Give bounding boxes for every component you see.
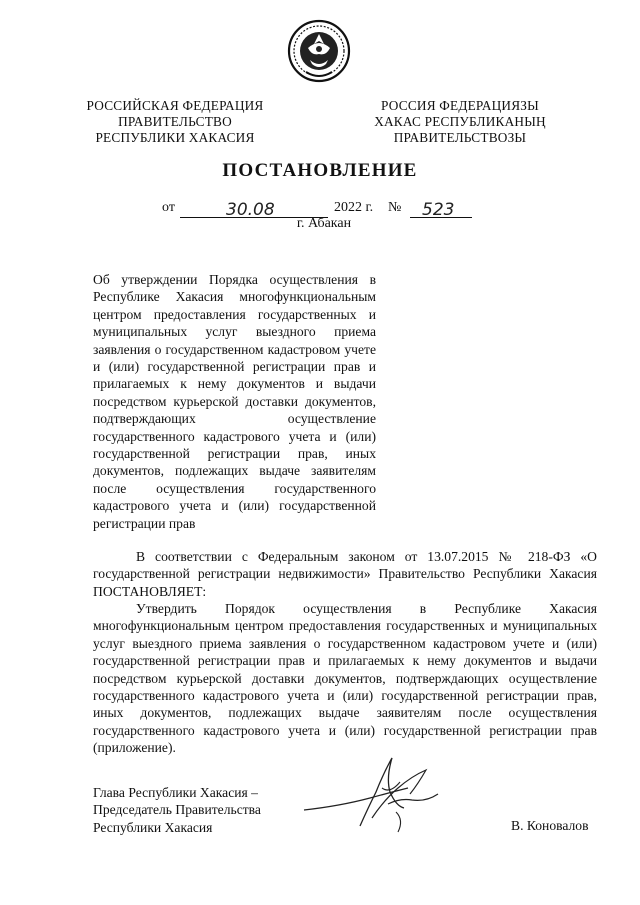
date-handwritten: 30.08	[226, 200, 275, 220]
signatory-position	[93, 784, 261, 836]
document-title: ПОСТАНОВЛЕНИЕ	[222, 160, 418, 181]
header-right-block	[360, 98, 560, 146]
header-left-line-2: ПРАВИТЕЛЬСТВО	[118, 114, 232, 129]
header-left-line-3: РЕСПУБЛИКИ ХАКАСИЯ	[95, 130, 255, 145]
handwritten-signature	[300, 748, 470, 838]
body-paragraph-1: В соответствии с Федеральным законом от 13.07.2015 № 218-ФЗ «О государственной регистрации недвижимости» Правительство Республики Хакасия ПОСТАНОВЛЯЕТ:	[93, 549, 597, 599]
signatory-position-line-1: Глава Республики Хакасия –	[93, 785, 258, 800]
city-line	[0, 216, 640, 232]
body-paragraph-2: Утвердить Порядок осуществления в Республике Хакасия многофункциональным центром предоставления государственных и муниципальных услуг выездного приема заявления о государственном кадастровом учете и (или) государственной регистрации прав и прилагаемых к нему документов и выдачи посредством курьерской доставки документов, подтверждающих осуществление государственного кадастрового учета и (или) государственной регистрации прав, иных документов, подлежащих выдаче заявителям после осуществления государственного кадастрового учета и (или) государственной регистрации прав (приложение).	[93, 601, 597, 756]
resolution-subject: Об утверждении Порядка осуществления в Республике Хакасия многофункциональным центром предоставления государственных и муниципальных услуг выездного приема заявления о государственном кадастровом учете и (или) государственной регистрации прав и прилагаемых к нему документов и выдачи посредством курьерской доставки документов, подтверждающих осуществление государственного кадастрового учета и (или) государственной регистрации прав, иных документов, подлежащих выдаче заявителям после осуществления государственного кадастрового учета и (или) государственной регистрации прав	[93, 272, 376, 531]
number-label: №	[388, 200, 402, 215]
signatory-name: В. Коновалов	[511, 818, 589, 833]
header-left-block	[80, 98, 270, 146]
header-right-line-2: ХАКАС РЕСПУБЛИКАНЫҢ	[374, 114, 546, 129]
header-left-line-1: РОССИЙСКАЯ ФЕДЕРАЦИЯ	[86, 98, 264, 113]
city-name: г. Абакан	[296, 216, 352, 231]
signatory-position-line-2: Председатель Правительства	[93, 802, 261, 818]
header-right-line-3: ПРАВИТЕЛЬСТВОЗЫ	[393, 130, 527, 145]
signatory-position-line-3: Республики Хакасия	[93, 819, 213, 835]
header-right-line-1: РОССИЯ ФЕДЕРАЦИЯЗЫ	[381, 98, 539, 113]
coat-of-arms-emblem	[286, 18, 352, 84]
year-text: 2022 г.	[334, 200, 374, 215]
number-handwritten: 523	[422, 200, 455, 220]
date-from-label: от	[162, 200, 175, 215]
